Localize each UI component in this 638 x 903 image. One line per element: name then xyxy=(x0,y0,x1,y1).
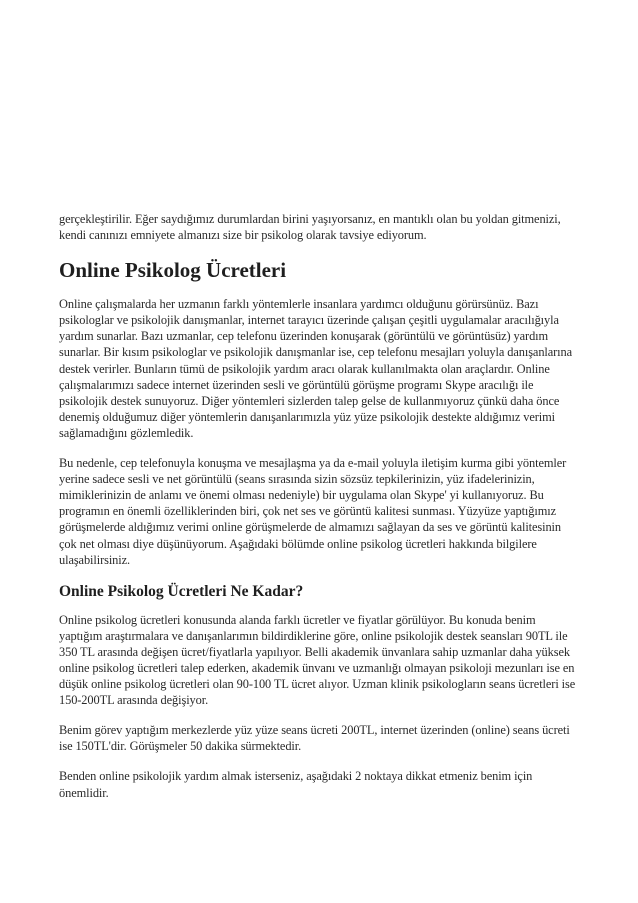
section1-paragraph-1: Online çalışmalarda her uzmanın farklı yöntemlerle insanlara yardımcı olduğunu görürsünüz. Bazı psikologlar ve psikolojik danışmanlar, internet tarayıcı üzerinde çalışan çeşitli uygulamalar aracılığıyla yardım sunarlar. Bazı uzmanlar, cep telefonu üzerinden konuşarak (görüntülü ve görüntüsüz) yardım sunarlar. Bir kısım psikologlar ve psikolojik danışmanlar ise, cep telefonu mesajları yoluyla danışanlarına destek verirler. Bunların tümü de psikolojik yardım aracı olarak kullanılmakta olan araçlardır. Online çalışmalarımızı sadece internet üzerinden sesli ve görüntülü görüşme programı Skype aracılığı ile psikolojik destek sunuyoruz. Diğer yöntemleri sizlerden talep gelse de kullanmıyoruz çünkü daha önce denemiş olduğumuz diğer yöntemlerin danışanlarımızla yüz yüze psikolojik destekte aldığımız verimi sağlamadığını gözlemledik. xyxy=(59,297,573,440)
intro-paragraph: gerçekleştirilir. Eğer saydığımız durumlardan birini yaşıyorsanız, en mantıklı olan bu yoldan gitmenizi, kendi canınızı emniyete almanızı size bir psikolog olarak tavsiye ediyorum. xyxy=(59,212,561,243)
section2-paragraph-1: Online psikolog ücretleri konusunda alanda farklı ücretler ve fiyatlar görülüyor. Bu konuda benim yaptığım araştırmalara ve danışanlarımın bildirdiklerine göre, online psikolojik destek seansları 90TL ile 350 TL arasında değişen ücret/fiyatlarla yapılıyor. Belli akademik ünvanlara sahip uzmanlar daha yüksek online psikolog ücretleri talep ederken, akademik ünvanı ve uzmanlığı olmayan psikoloji mezunları ise en düşük online psikolog ücretleri olan 90-100 TL ücret alıyor. Uzman klinik psikologların seans ücretleri ise 150-200TL arasında değişiyor. xyxy=(59,612,576,708)
section-heading-online-psikolog-ucretleri: Online Psikolog Ücretleri xyxy=(59,258,287,283)
section1-paragraph-2: Bu nedenle, cep telefonuyla konuşma ve mesajlaşma ya da e-mail yoluyla iletişim kurma gibi yöntemler yerine sadece sesli ve net görüntülü (seans sırasında sizin sözsüz tepkilerinizin, yüz ifadelerinizin, mimiklerinizin de anlamı ve önemi olması nedeniyle) bir uygulama olan Skype' yi kullanıyoruz. Bu programın en önemli özelliklerinden biri, çok net ses ve görüntü kalitesi sunması. Yüzyüze yaptığımız görüşmelerde aldığımız verimi online görüşmelerde de almamızı sağlayan da ses ve görüntü kalitesinin çok net olması diye düşünüyorum. Aşağıdaki bölümde online psikolog ücretleri hakkında bilgilere ulaşabilirsiniz. xyxy=(59,456,567,567)
section2-paragraph-3: Benden online psikolojik yardım almak isterseniz, aşağıdaki 2 noktaya dikkat etmeniz benim için önemlidir. xyxy=(59,769,533,800)
document-body xyxy=(59,211,581,815)
section-heading-ucretleri-ne-kadar: Online Psikolog Ücretleri Ne Kadar? xyxy=(59,582,304,600)
section2-paragraph-2: Benim görev yaptığım merkezlerde yüz yüze seans ücreti 200TL, internet üzerinden (online) seans ücreti ise 150TL'dir. Görüşmeler 50 dakika sürmektedir. xyxy=(59,723,570,754)
